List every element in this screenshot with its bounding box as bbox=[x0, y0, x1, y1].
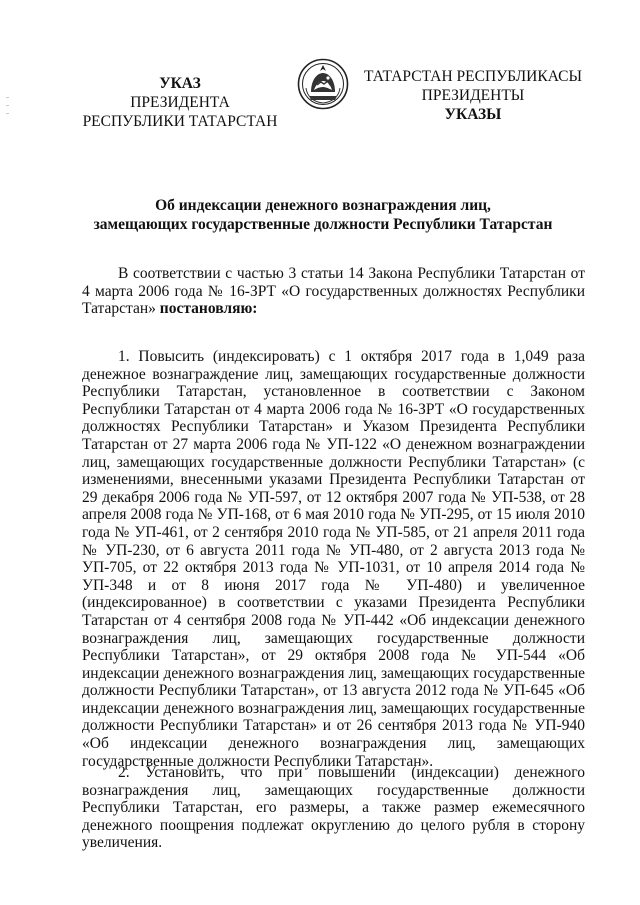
coat-of-arms-icon bbox=[297, 58, 349, 110]
item-2-text: 2. Установить, что при повышении (индексации) денежного вознаграждения лиц, замещающих государственные должности Республики Татарстан, его размеры, а также размер ежемесячного денежного поощрения подлежат округлению до целого рубля в сторону увеличения. bbox=[82, 764, 585, 852]
header-right bbox=[362, 67, 584, 124]
header-left-line2: ПРЕЗИДЕНТА bbox=[130, 94, 230, 111]
decree-title-line2: замещающих государственные должности Республики Татарстан bbox=[93, 216, 553, 233]
decree-word: постановляю: bbox=[159, 300, 258, 318]
preamble-paragraph bbox=[82, 265, 585, 318]
header-left bbox=[78, 74, 282, 131]
item-paragraph-2 bbox=[82, 764, 585, 852]
header-left-line3: РЕСПУБЛИКИ ТАТАРСТАН bbox=[82, 113, 278, 130]
margin-mark bbox=[6, 113, 9, 114]
header-right-line1: ТАТАРСТАН РЕСПУБЛИКАСЫ bbox=[364, 68, 582, 85]
item-paragraph-1 bbox=[82, 348, 585, 770]
item-1-text: 1. Повысить (индексировать) с 1 октября 2017 года в 1,049 раза денежное вознаграждение лиц, замещающих государственные должности Республики Татарстан, установленное в соответствии с Законом Республики Татарстан от 4 марта 2006 года № 16-ЗРТ «О государственных должностях Республики Татарстан» и Указом Президента Республики Татарстан от 27 марта 2006 года № УП-122 «О денежном вознаграждении лиц, замещающих государственные должности Республики Татарстан» (с изменениями, внесенными указами Президента Республики Татарстан от 29 декабря 2006 года № УП-597, от 12 октября 2007 года № УП-538, от 28 апреля 2008 года № УП-168, от 6 мая 2010 года № УП-295, от 15 июля 2010 года № УП-461, от 2 сентября 2010 года № УП-585, от 21 апреля 2011 года № УП-230, от 6 августа 2011 года № УП-480, от 2 августа 2013 года № УП-705, от 22 октября 2013 года № УП-1031, от 10 апреля 2014 года № УП-348 и от 8 июня 2017 года № УП-480) и увеличенное (индексированное) в соответствии с указами Президента Республики Татарстан от 4 сентября 2008 года № УП-442 «Об индексации денежного вознаграждения лиц, замещающих государственные должности Республики Татарстан», от 29 октября 2008 года № УП-544 «Об индексации денежного вознаграждения лиц, замещающих государственные должности Республики Татарстан», от 13 августа 2012 года № УП-645 «Об индексации денежного вознаграждения лиц, замещающих государственные должности Республики Татарстан» и от 26 сентября 2013 года № УП-940 «Об индексации денежного вознаграждения лиц, замещающих государственные должности Республики Татарстан». bbox=[82, 348, 585, 770]
header-left-line1: УКАЗ bbox=[159, 75, 201, 92]
decree-title-line1: Об индексации денежного вознаграждения лиц, bbox=[155, 197, 491, 214]
header-right-line2: ПРЕЗИДЕНТЫ bbox=[421, 87, 525, 104]
margin-mark bbox=[6, 97, 9, 98]
decree-title bbox=[60, 196, 586, 234]
header-right-line3: УКАЗЫ bbox=[444, 106, 502, 123]
margin-mark bbox=[6, 105, 9, 106]
preamble-text: В соответствии с частью 3 статьи 14 Закона Республики Татарстан от 4 марта 2006 года № 16-ЗРТ «О государственных должностях Республики Татарстан» bbox=[82, 265, 585, 318]
